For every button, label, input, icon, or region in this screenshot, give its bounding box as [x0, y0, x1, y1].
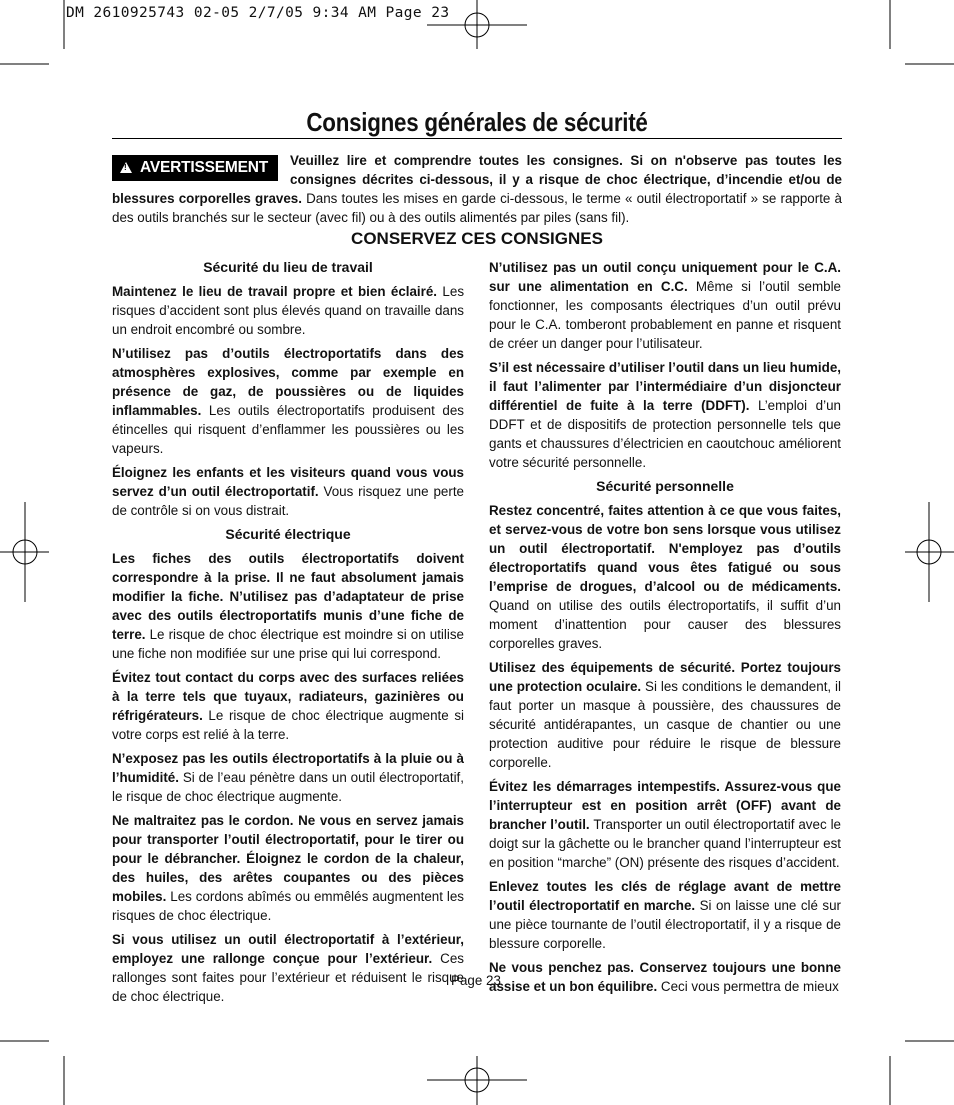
warning-bold: Veuillez lire et comprendre toutes les consignes. Si on n'observe pas toutes les consignes décrites ci-dessous, il y a risque de choc électrique, d’incendie et/ou de blessures corporelles graves. — [112, 153, 842, 206]
right-column — [489, 258, 841, 1001]
paragraph — [489, 958, 841, 996]
para-bold: Évitez les démarrages intempestifs. Assurez-vous que l’interrupteur est en position arrêt (OFF) avant de brancher l’outil. — [489, 779, 841, 832]
para-text: Ces rallonges sont faites pour l’extérieur et réduisent le risque de choc électrique. — [112, 951, 464, 1004]
para-text: Si les conditions le demandent, il faut porter un masque à poussière, des chaussures de sécurité antidérapantes, un casque de chantier ou une protection auditive pour réduire le risque de blessure corporelle. — [489, 679, 841, 770]
warning-badge-label: AVERTISSEMENT — [140, 159, 269, 176]
paragraph — [489, 358, 841, 472]
paragraph — [489, 877, 841, 953]
para-bold: S’il est nécessaire d’utiliser l’outil dans un lieu humide, il faut l’alimenter par l’intermédiaire d’un disjoncteur différentiel de fuite à la terre (DDFT). — [489, 360, 841, 413]
para-text: Les cordons abîmés ou emmêlés augmentent les risques de choc électrique. — [112, 889, 464, 923]
paragraph — [112, 749, 464, 806]
para-text: Vous risquez une perte de contrôle si on vous distrait. — [112, 484, 464, 518]
para-bold: N’exposez pas les outils électroportatifs à la pluie ou à l’humidité. — [112, 751, 464, 785]
para-text: Le risque de choc électrique est moindre si on utilise une fiche non modifiée sur une prise qui lui correspond. — [112, 627, 464, 661]
paragraph — [112, 282, 464, 339]
section-heading-electrical: Sécurité électrique — [225, 526, 351, 542]
para-text: Même si l’outil semble fonctionner, les composants électriques d’un outil prévu pour le C.A. tomberont probablement en panne et risquent de créer un danger pour l’utilisateur. — [489, 279, 841, 351]
para-text: Ceci vous permettra de mieux — [657, 979, 839, 994]
para-bold: Restez concentré, faites attention à ce que vous faites, et servez-vous de votre bon sens lorsque vous utilisez un outil électroportatif. N'employez pas d’outils électroportatifs quand vous êtes fatigué ou sous l’emprise de drogues, d’alcool ou de médicaments. — [489, 503, 841, 594]
paragraph — [489, 777, 841, 872]
print-slug: DM 2610925743 02-05 2/7/05 9:34 AM Page 23 — [66, 5, 450, 21]
para-bold: N’utilisez pas d’outils électroportatifs dans des atmosphères explosives, comme par exemple en présence de gaz, de poussières ou de liquides inflammables. — [112, 346, 464, 418]
paragraph — [489, 658, 841, 772]
para-text: Les outils électroportatifs produisent des étincelles qui risquent d’enflammer les poussières ou les vapeurs. — [112, 403, 464, 456]
para-bold: Évitez tout contact du corps avec des surfaces reliées à la terre tels que tuyaux, radiateurs, gazinières ou réfrigérateurs. — [112, 670, 464, 723]
section-heading-work-area: Sécurité du lieu de travail — [203, 259, 373, 275]
para-bold: Éloignez les enfants et les visiteurs quand vous vous servez d’un outil électroportatif. — [112, 465, 464, 499]
section-subhead: CONSERVEZ CES CONSIGNES — [351, 229, 603, 248]
paragraph — [112, 811, 464, 925]
para-bold: Ne vous penchez pas. Conservez toujours une bonne assise et un bon équilibre. — [489, 960, 841, 994]
left-column — [112, 258, 464, 1011]
paragraph — [112, 463, 464, 520]
paragraph — [489, 258, 841, 353]
warning-badge — [112, 155, 278, 181]
para-bold: N’utilisez pas un outil conçu uniquement pour le C.A. sur une alimentation en C.C. — [489, 260, 841, 294]
para-bold: Maintenez le lieu de travail propre et bien éclairé. — [112, 284, 438, 299]
para-text: Les risques d’accident sont plus élevés quand on travaille dans un endroit encombré ou sombre. — [112, 284, 465, 337]
paragraph — [112, 344, 464, 458]
title-rule — [112, 138, 842, 139]
paragraph — [112, 549, 464, 663]
para-text: Si de l’eau pénètre dans un outil électroportatif, le risque de choc électrique augmente. — [112, 770, 464, 804]
para-bold: Si vous utilisez un outil électroportatif à l’extérieur, employez une rallonge conçue pour l’extérieur. — [112, 932, 464, 966]
para-bold: Enlevez toutes les clés de réglage avant de mettre l’outil électroportatif en marche. — [489, 879, 841, 913]
warning-body: Dans toutes les mises en garde ci-dessous, le terme « outil électroportatif » se rapporte à des outils branchés sur le secteur (avec fil) ou à des outils alimentés par piles (sans fil). — [112, 191, 842, 225]
para-text: Si on laisse une clé sur une pièce tournante de l’outil électroportatif, il y a risque de blessure corporelle. — [489, 898, 841, 951]
page-number: Page 23 — [451, 973, 501, 988]
warning-triangle-icon — [120, 162, 132, 173]
paragraph — [112, 668, 464, 744]
para-text: Quand on utilise des outils électroportatifs, il suffit d’un moment d’inattention pour causer des blessures corporelles graves. — [489, 598, 841, 651]
warning-block — [112, 151, 842, 232]
paragraph — [489, 501, 841, 653]
para-text: Transporter un outil électroportatif avec le doigt sur la gâchette ou le brancher quand l’interrupteur est en position “marche” (ON) présente des risques d’accident. — [489, 817, 841, 870]
para-bold: Les fiches des outils électroportatifs doivent correspondre à la prise. Il ne faut absolument jamais modifier la fiche. N’utilisez pas d’adaptateur de prise avec des outils électroportatifs munis d’une fiche de terre. — [112, 551, 464, 642]
para-bold: Ne maltraitez pas le cordon. Ne vous en servez jamais pour transporter l’outil électroportatif, pour le tirer ou pour le débrancher. Éloignez le cordon de la chaleur, des huiles, des arêtes coupantes ou des pièces mobiles. — [112, 813, 464, 904]
para-text: L’emploi d’un DDFT et de dispositifs de protection personnelle tels que gants et chaussures d’électricien en caoutchouc améliorent votre sécurité personnelle. — [489, 398, 841, 470]
paragraph — [112, 930, 464, 1006]
page-title: Consignes générales de sécurité — [306, 107, 648, 137]
section-heading-personal: Sécurité personnelle — [596, 478, 734, 494]
para-bold: Utilisez des équipements de sécurité. Portez toujours une protection oculaire. — [489, 660, 841, 694]
para-text: Le risque de choc électrique augmente si votre corps est relié à la terre. — [112, 708, 464, 742]
